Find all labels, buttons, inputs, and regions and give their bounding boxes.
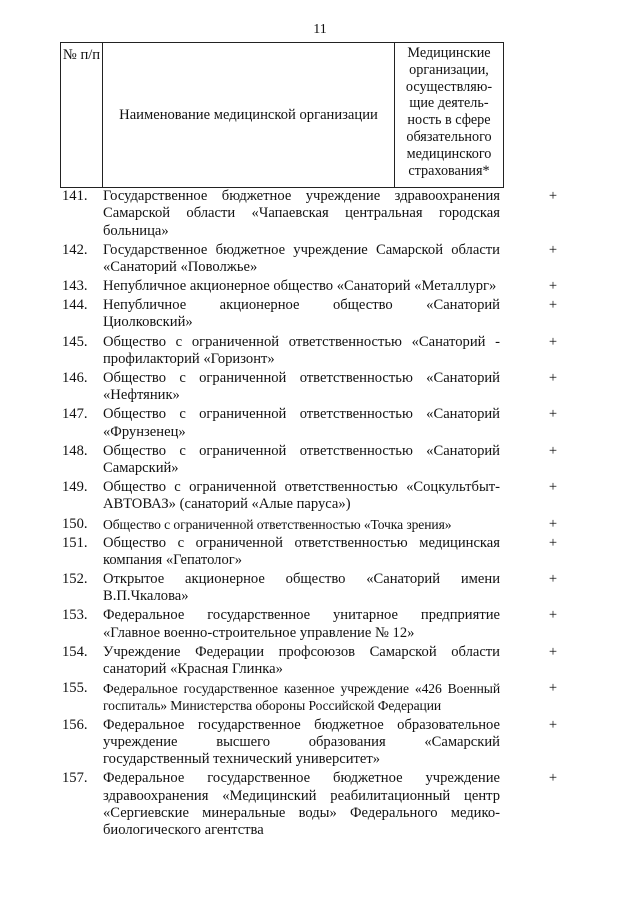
oms-mark: + bbox=[548, 479, 558, 496]
oms-mark: + bbox=[548, 607, 558, 624]
row-number: 155. bbox=[62, 680, 88, 697]
table-row bbox=[62, 535, 606, 570]
oms-mark: + bbox=[548, 716, 558, 733]
oms-mark: + bbox=[548, 442, 558, 459]
table-row bbox=[62, 516, 606, 533]
organization-name: Общество с ограниченной ответственностью «Санаторий Самарский» bbox=[103, 442, 500, 477]
oms-mark: + bbox=[548, 333, 558, 350]
table-row bbox=[62, 297, 606, 332]
organization-name: Общество с ограниченной ответственностью «Санаторий «Фрунзенец» bbox=[103, 406, 500, 440]
table-row bbox=[62, 334, 606, 369]
organization-list bbox=[62, 188, 606, 841]
organization-name: Федеральное государственное унитарное предприятие «Главное военно-строительное управление № 12» bbox=[103, 607, 500, 641]
row-number: 153. bbox=[62, 607, 88, 624]
organization-name: Непубличное акционерное общество «Санаторий «Металлург» bbox=[103, 278, 497, 295]
oms-mark: + bbox=[548, 534, 558, 551]
row-number: 144. bbox=[62, 297, 88, 314]
oms-mark: + bbox=[548, 278, 558, 295]
row-number: 148. bbox=[62, 442, 88, 459]
organization-name: Общество с ограниченной ответственностью «Соцкультбыт-АВТОВАЗ» (санаторий «Алые паруса») bbox=[103, 479, 500, 513]
table-row bbox=[62, 644, 606, 679]
oms-mark: + bbox=[548, 241, 558, 258]
row-number: 151. bbox=[62, 534, 88, 551]
row-number: 152. bbox=[62, 571, 88, 587]
row-number: 143. bbox=[62, 278, 88, 295]
row-number: 142. bbox=[62, 241, 88, 258]
oms-mark: + bbox=[548, 515, 558, 532]
row-number: 154. bbox=[62, 643, 88, 660]
row-number: 146. bbox=[62, 369, 88, 386]
oms-mark: + bbox=[548, 571, 558, 587]
table-row bbox=[62, 571, 606, 606]
organization-name: Учреждение Федерации профсоюзов Самарской области санаторий «Красная Глинка» bbox=[103, 643, 500, 678]
organization-name: Непубличное акционерное общество «Санаторий Циолковский» bbox=[103, 297, 500, 331]
table-header bbox=[60, 42, 504, 188]
organization-name: Общество с ограниченной ответственностью «Санаторий - профилакторий «Горизонт» bbox=[103, 333, 500, 367]
organization-name: Государственное бюджетное учреждение здравоохранения Самарской области «Чапаевская центральная городская больница» bbox=[103, 188, 500, 239]
row-number: 145. bbox=[62, 333, 88, 350]
table-row bbox=[62, 278, 606, 295]
row-number: 149. bbox=[62, 479, 88, 496]
page-number: 11 bbox=[313, 22, 327, 37]
organization-name: Открытое акционерное общество «Санаторий имени В.П.Чкалова» bbox=[103, 571, 500, 605]
organization-name: Общество с ограниченной ответственностью «Точка зрения» bbox=[103, 516, 452, 532]
table-row bbox=[62, 770, 606, 839]
table-row bbox=[62, 370, 606, 405]
table-row bbox=[62, 680, 606, 715]
table-row bbox=[62, 607, 606, 642]
row-number: 150. bbox=[62, 515, 88, 532]
table-row bbox=[62, 188, 606, 240]
table-row bbox=[62, 717, 606, 769]
organization-name: Общество с ограниченной ответственностью медицинская компания «Гепатолог» bbox=[103, 534, 500, 568]
organization-name: Федеральное государственное казенное учреждение «426 Военный госпиталь» Министерства обороны Российской Федерации bbox=[103, 681, 500, 714]
table-row bbox=[62, 406, 606, 441]
row-number: 147. bbox=[62, 406, 88, 423]
table-row bbox=[62, 242, 606, 277]
header-number-column: № п/п bbox=[61, 43, 103, 187]
row-number: 157. bbox=[62, 770, 88, 787]
row-number: 141. bbox=[62, 188, 88, 204]
oms-mark: + bbox=[548, 297, 558, 314]
organization-name: Государственное бюджетное учреждение Самарской области «Санаторий «Поволжье» bbox=[103, 241, 500, 275]
oms-mark: + bbox=[548, 369, 558, 386]
oms-mark: + bbox=[548, 188, 558, 204]
oms-mark: + bbox=[548, 643, 558, 660]
organization-name: Общество с ограниченной ответственностью «Санаторий «Нефтяник» bbox=[103, 369, 500, 404]
header-name-column: Наименование медицинской организации bbox=[103, 43, 395, 187]
table-row bbox=[62, 479, 606, 514]
organization-name: Федеральное государственное бюджетное образовательное учреждение высшего образования «Самарский государственный технический университет» bbox=[103, 716, 500, 768]
header-oms-column: Медицинские организации, осуществляю-щие деятель-ность в сфере обязательного медицинского страхования* bbox=[405, 45, 493, 179]
oms-mark: + bbox=[548, 406, 558, 423]
oms-mark: + bbox=[548, 770, 558, 787]
row-number: 156. bbox=[62, 716, 88, 733]
table-row bbox=[62, 443, 606, 478]
oms-mark: + bbox=[548, 680, 558, 697]
organization-name: Федеральное государственное бюджетное учреждение здравоохранения «Медицинский реабилитационный центр «Сергиевские минеральные воды» Федерального медико-биологического агентства bbox=[103, 770, 500, 839]
